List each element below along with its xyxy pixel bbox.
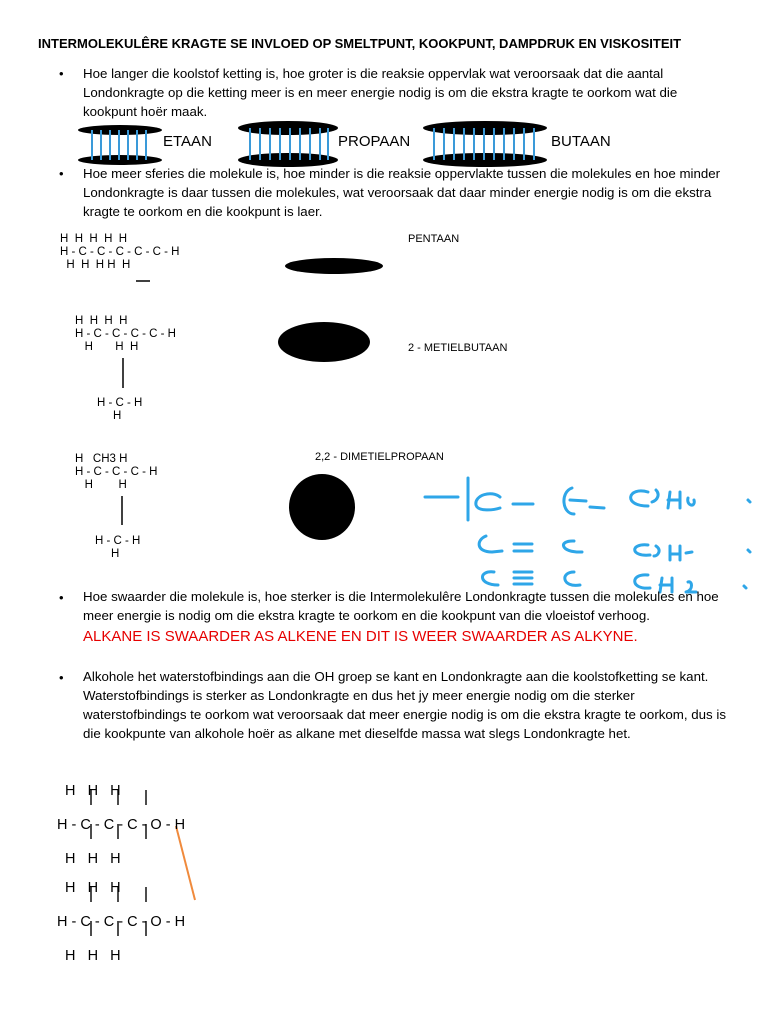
propaan-diagram xyxy=(238,121,338,167)
butaan-diagram xyxy=(423,121,547,167)
alkane-emphasis: ALKANE IS SWAARDER AS ALKENE EN DIT IS WEER SWAARDER AS ALKYNE. xyxy=(83,628,638,645)
etaan-diagram xyxy=(78,125,162,165)
metielbutaan-label: 2 - METIELBUTAAN xyxy=(408,342,508,354)
etaan-label: ETAAN xyxy=(163,133,212,150)
pentaan-shape xyxy=(285,258,383,274)
metielbutaan-branch: H - C - H H xyxy=(97,397,143,422)
propanol-structure-2 xyxy=(57,871,185,973)
bullet-1: • xyxy=(59,66,64,81)
structure-line: H H H xyxy=(57,948,121,964)
structure-line: H H H xyxy=(57,783,121,799)
structure-line: H H H xyxy=(57,880,121,896)
bullet-3: • xyxy=(59,590,64,605)
paragraph-chain-length: Hoe langer die koolstof ketting is, hoe groter is die reaksie oppervlak wat veroorsaak dat die aantal Londonkragte op die ketting meer is en meer energie nodig is om die ekstra kragte te oorkom wat die kookpunt hoër maak. xyxy=(83,66,678,119)
handwritten-notes xyxy=(425,478,750,592)
butaan-label: BUTAAN xyxy=(551,133,611,150)
paragraph-mass-text: Hoe swaarder die molekule is, hoe sterker is die Intermolekulêre Londonkragte tussen die molekules en hoe meer energie is nodig om die ekstra kragte te oorkom en die kookpunt van die vloeistof verhoog. xyxy=(83,589,719,623)
bullet-4: • xyxy=(59,670,64,685)
dimetielpropaan-label: 2,2 - DIMETIELPROPAAN xyxy=(315,451,444,463)
dimetielpropaan-structure: H CH3 H H - C - C - C - H H H xyxy=(75,453,158,491)
structure-line: H H H xyxy=(57,851,121,867)
metielbutaan-structure: H H H H H - C - C - C - C - H H H H xyxy=(75,315,176,353)
pentaan-structure: H H H H H H - C - C - C - C - C - H H H H H H xyxy=(60,233,180,271)
dimetielpropaan-shape xyxy=(289,474,355,540)
pentaan-label: PENTAAN xyxy=(408,233,460,245)
paragraph-spherical: Hoe meer sferies die molekule is, hoe minder is die reaksie oppervlakte tussen die molekules en hoe minder Londonkragte is daar tussen die molekules, wat veroorsaak dat daar minder energie nodig is om die ekstra kragte te oorkom en die kookpunt is laer. xyxy=(83,166,721,219)
propanol-structure-1 xyxy=(57,774,185,876)
page-title: INTERMOLEKULÊRE KRAGTE SE INVLOED OP SMELTPUNT, KOOKPUNT, DAMPDRUK EN VISKOSITEIT xyxy=(38,36,682,51)
paragraph-mass xyxy=(83,587,733,646)
metielbutaan-shape xyxy=(278,322,370,362)
structure-line: H - C - C - C - O - H xyxy=(57,914,186,930)
structure-line: H - C - C - C - O - H xyxy=(57,817,186,833)
bullet-2: • xyxy=(59,166,64,181)
propaan-label: PROPAAN xyxy=(338,133,411,150)
dimetielpropaan-branch: H - C - H H xyxy=(95,535,141,560)
paragraph-alcohols: Alkohole het waterstofbindings aan die OH groep se kant en Londonkragte aan die koolstofketting se kant. Waterstofbindings is sterker as Londonkragte en dus het jy meer energie nodig om die sterker waterstofbindings te oorkom wat veroorsaak dat meer energie nodig is om die ekstra kragte te oorkom, dus is die kookpunte van alkohole hoër as alkane met dieselfde massa wat slegs Londonkragte het. xyxy=(83,669,726,741)
